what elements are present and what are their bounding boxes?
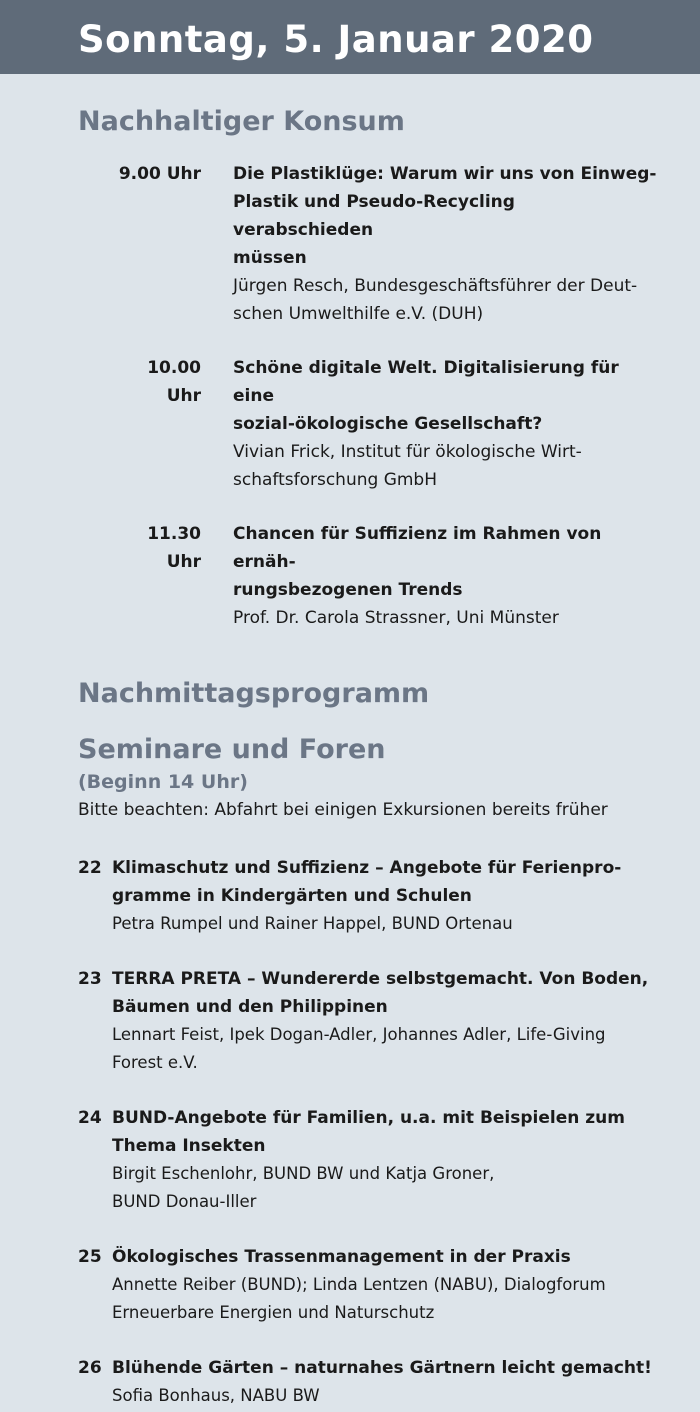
seminar-item <box>78 1243 660 1327</box>
talk-item <box>78 354 660 494</box>
talk-speaker-line: schaftsforschung GmbH <box>233 470 438 490</box>
talk-details <box>201 354 660 494</box>
seminar-details <box>112 854 660 938</box>
seminar-title-line: Blühende Gärten – naturnahes Gärtnern leicht gemacht! <box>112 1358 652 1378</box>
talk-title-line: Plastik und Pseudo-Recycling verabschieden <box>233 192 515 240</box>
seminar-title-line: Bäumen und den Philippinen <box>112 997 388 1017</box>
talk-speaker-line: Prof. Dr. Carola Strassner, Uni Münster <box>233 608 559 628</box>
seminar-number: 24 <box>78 1108 102 1128</box>
talk-title-line: Chancen für Suffizienz im Rahmen von ernäh- <box>233 524 602 572</box>
talk-speaker-line: Vivian Frick, Institut für ökologische Wirt- <box>233 442 582 462</box>
talk-title-line: Die Plastiklüge: Warum wir uns von Einweg- <box>233 164 657 184</box>
seminar-speaker-line: Lennart Feist, Ipek Dogan-Adler, Johannes Adler, Life-Giving <box>112 1025 606 1044</box>
seminar-title-line: Klimaschutz und Suffizienz – Angebote für Ferienpro- <box>112 858 622 878</box>
seminar-details <box>112 1243 660 1327</box>
seminar-details <box>112 965 660 1077</box>
seminar-title-line: TERRA PRETA – Wundererde selbstgemacht. Von Boden, <box>112 969 649 989</box>
talk-details <box>201 160 660 328</box>
seminar-speaker-line: Sofia Bonhaus, NABU BW <box>112 1386 320 1405</box>
seminar-details <box>112 1104 660 1216</box>
seminar-item <box>78 965 660 1077</box>
talk-time: 9.00 Uhr <box>118 164 201 184</box>
seminar-speaker-line: Annette Reiber (BUND); Linda Lentzen (NABU), Dialogforum <box>112 1275 606 1294</box>
seminar-number: 25 <box>78 1247 102 1267</box>
seminar-speaker-line: Erneuerbare Energien und Naturschutz <box>112 1303 435 1322</box>
talk-title-line: sozial-ökologische Gesellschaft? <box>233 414 543 434</box>
seminar-speaker-line: Forest e.V. <box>112 1053 198 1072</box>
seminar-item <box>78 854 660 938</box>
talk-title-line: müssen <box>233 248 307 268</box>
seminar-title-line: gramme in Kindergärten und Schulen <box>112 886 472 906</box>
talk-time: 11.30 Uhr <box>147 524 201 572</box>
page-title: Sonntag, 5. Januar 2020 <box>78 18 594 61</box>
section-title-nachmittag: Nachmittagsprogramm <box>78 678 430 709</box>
departure-note: Bitte beachten: Abfahrt bei einigen Exkursionen bereits früher <box>78 800 608 820</box>
talk-item <box>78 160 660 328</box>
seminar-speaker-line: BUND Donau-Iller <box>112 1192 257 1211</box>
talk-details <box>201 520 660 632</box>
seminar-speaker-line: Birgit Eschenlohr, BUND BW und Katja Groner, <box>112 1164 495 1183</box>
seminar-number: 26 <box>78 1358 102 1378</box>
seminar-number: 23 <box>78 969 102 989</box>
talk-time-cell <box>78 354 201 494</box>
seminar-item <box>78 1354 660 1410</box>
content <box>0 104 700 1410</box>
talk-speaker-line: schen Umwelthilfe e.V. (DUH) <box>233 304 484 324</box>
talk-list <box>78 160 660 632</box>
seminar-list <box>78 854 660 1410</box>
talk-time-cell <box>78 160 201 328</box>
talk-time: 10.00 Uhr <box>147 358 201 406</box>
section-subtitle-beginn: (Beginn 14 Uhr) <box>78 771 248 793</box>
seminar-number: 22 <box>78 858 102 878</box>
seminar-item <box>78 1104 660 1216</box>
section-title-konsum: Nachhaltiger Konsum <box>78 106 405 137</box>
talk-speaker-line: Jürgen Resch, Bundesgeschäftsführer der Deut- <box>233 276 638 296</box>
talk-item <box>78 520 660 632</box>
talk-title-line: rungsbezogenen Trends <box>233 580 463 600</box>
section-title-seminare: Seminare und Foren <box>78 734 386 765</box>
seminar-title-line: BUND-Angebote für Familien, u.a. mit Beispielen zum <box>112 1108 625 1128</box>
seminar-details <box>112 1354 660 1410</box>
seminar-speaker-line: Petra Rumpel und Rainer Happel, BUND Ortenau <box>112 914 513 933</box>
talk-title-line: Schöne digitale Welt. Digitalisierung für eine <box>233 358 619 406</box>
page-header <box>0 0 700 74</box>
seminar-title-line: Ökologisches Trassenmanagement in der Praxis <box>112 1247 571 1267</box>
seminar-title-line: Thema Insekten <box>112 1136 266 1156</box>
talk-time-cell <box>78 520 201 632</box>
